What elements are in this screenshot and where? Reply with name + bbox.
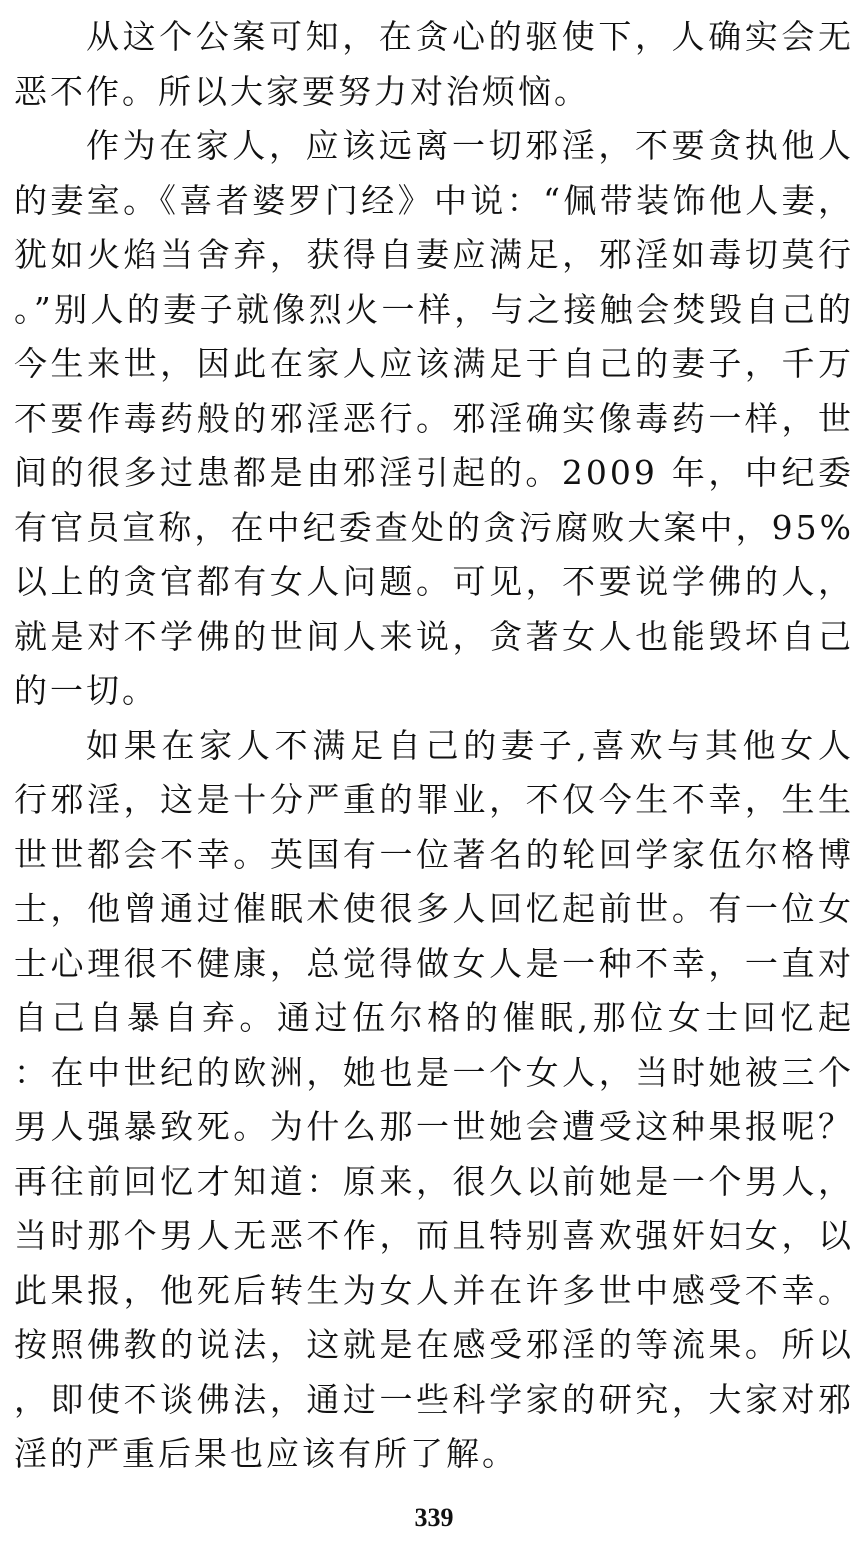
page-number: 339 [414,1503,454,1532]
paragraph-1: 从这个公案可知，在贪心的驱使下，人确实会无恶不作。所以大家要努力对治烦恼。 [14,17,854,111]
page-body [14,10,854,1482]
paragraph-3: 如果在家人不满足自己的妻子,喜欢与其他女人行邪淫，这是十分严重的罪业，不仅今生不幸，生生世世都会不幸。英国有一位著名的轮回学家伍尔格博士，他曾通过催眠术使很多人回忆起前世。有一位女士心理很不健康，总觉得做女人是一种不幸，一直对自己自暴自弃。通过伍尔格的催眠,那位女士回忆起：在中世纪的欧洲，她也是一个女人，当时她被三个男人强暴致死。为什么那一世她会遭受这种果报呢？再往前回忆才知道：原来，很久以前她是一个男人，当时那个男人无恶不作，而且特别喜欢强奸妇女，以此果报，他死后转生为女人并在许多世中感受不幸。按照佛教的说法，这就是在感受邪淫的等流果。所以，即使不谈佛法，通过一些科学家的研究，大家对邪淫的严重后果也应该有所了解。 [14,725,854,1473]
paragraph-2: 作为在家人，应该远离一切邪淫，不要贪执他人的妻室。《喜者婆罗门经》中说：“佩带装饰他人妻，犹如火焰当舍弃，获得自妻应满足，邪淫如毒切莫行。”别人的妻子就像烈火一样，与之接触会焚毁自己的今生来世，因此在家人应该满足于自己的妻子，千万不要作毒药般的邪淫恶行。邪淫确实像毒药一样，世间的很多过患都是由邪淫引起的。2009 年，中纪委有官员宣称，在中纪委查处的贪污腐败大案中，95%以上的贪官都有女人问题。可见，不要说学佛的人，就是对不学佛的世间人来说，贪著女人也能毁坏自己的一切。 [14,126,854,710]
